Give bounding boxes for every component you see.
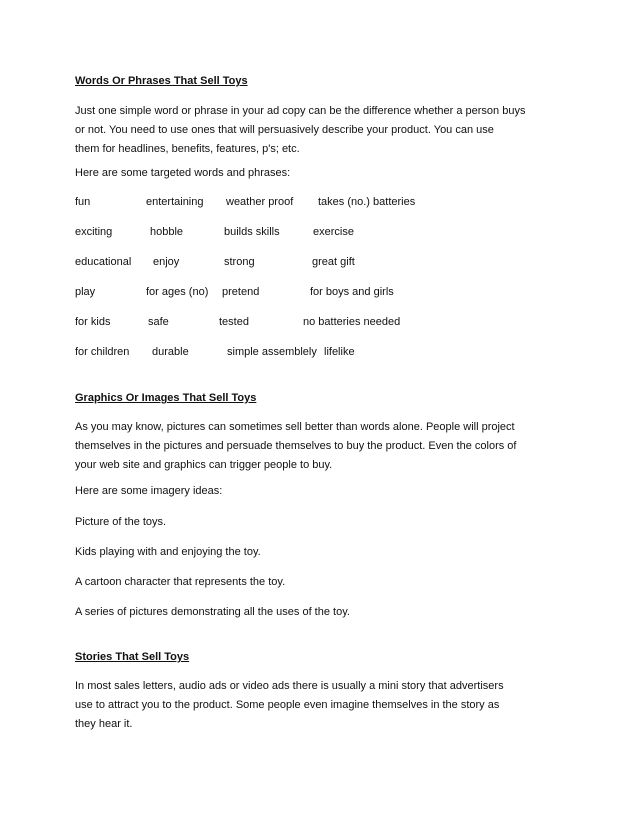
word-cell: entertaining xyxy=(146,196,204,208)
word-row xyxy=(0,346,638,362)
paragraph-line: or not. You need to use ones that will persuasively describe your product. You can use xyxy=(75,124,494,136)
word-row xyxy=(0,226,638,242)
word-cell: enjoy xyxy=(153,256,180,268)
word-cell: for boys and girls xyxy=(310,286,394,298)
paragraph-line: As you may know, pictures can sometimes sell better than words alone. People will project xyxy=(75,421,515,433)
stories-intro-paragraph xyxy=(75,677,504,734)
words-intro-paragraph xyxy=(75,102,525,159)
imagery-idea: Kids playing with and enjoying the toy. xyxy=(75,546,261,558)
paragraph-line: In most sales letters, audio ads or video ads there is usually a mini story that advertisers xyxy=(75,680,504,692)
section-heading-words: Words Or Phrases That Sell Toys xyxy=(75,75,248,87)
paragraph-line: your web site and graphics can trigger people to buy. xyxy=(75,459,333,471)
word-cell: great gift xyxy=(312,256,355,268)
graphics-list-intro: Here are some imagery ideas: xyxy=(75,485,223,497)
words-list-intro: Here are some targeted words and phrases: xyxy=(75,167,291,179)
imagery-idea: A series of pictures demonstrating all the uses of the toy. xyxy=(75,606,350,618)
word-row xyxy=(0,316,638,332)
word-cell: builds skills xyxy=(224,226,280,238)
imagery-idea: Picture of the toys. xyxy=(75,516,167,528)
word-cell: no batteries needed xyxy=(303,316,401,328)
word-cell: pretend xyxy=(222,286,260,298)
imagery-idea: A cartoon character that represents the toy. xyxy=(75,576,286,588)
word-cell: tested xyxy=(219,316,249,328)
word-cell: for ages (no) xyxy=(146,286,209,298)
word-cell: safe xyxy=(148,316,169,328)
word-cell: durable xyxy=(152,346,189,358)
paragraph-line: they hear it. xyxy=(75,718,133,730)
word-cell: fun xyxy=(75,196,91,208)
word-cell: lifelike xyxy=(324,346,355,358)
word-cell: simple assemblely xyxy=(227,346,317,358)
section-heading-stories: Stories That Sell Toys xyxy=(75,651,190,663)
word-cell: for children xyxy=(75,346,130,358)
word-cell: for kids xyxy=(75,316,111,328)
word-row xyxy=(0,286,638,302)
word-row xyxy=(0,256,638,272)
word-cell: exciting xyxy=(75,226,113,238)
paragraph-line: themselves in the pictures and persuade themselves to buy the product. Even the colors of xyxy=(75,440,517,452)
paragraph-line: use to attract you to the product. Some people even imagine themselves in the story as xyxy=(75,699,500,711)
word-row xyxy=(0,196,638,212)
word-cell: takes (no.) batteries xyxy=(318,196,416,208)
word-cell: exercise xyxy=(313,226,354,238)
word-cell: educational xyxy=(75,256,132,268)
paragraph-line: them for headlines, benefits, features, p's; etc. xyxy=(75,143,300,155)
word-cell: play xyxy=(75,286,96,298)
section-heading-graphics: Graphics Or Images That Sell Toys xyxy=(75,392,257,404)
word-cell: hobble xyxy=(150,226,184,238)
paragraph-line: Just one simple word or phrase in your ad copy can be the difference whether a person buys xyxy=(75,105,526,117)
word-cell: weather proof xyxy=(226,196,294,208)
word-cell: strong xyxy=(224,256,255,268)
graphics-intro-paragraph xyxy=(75,418,516,475)
